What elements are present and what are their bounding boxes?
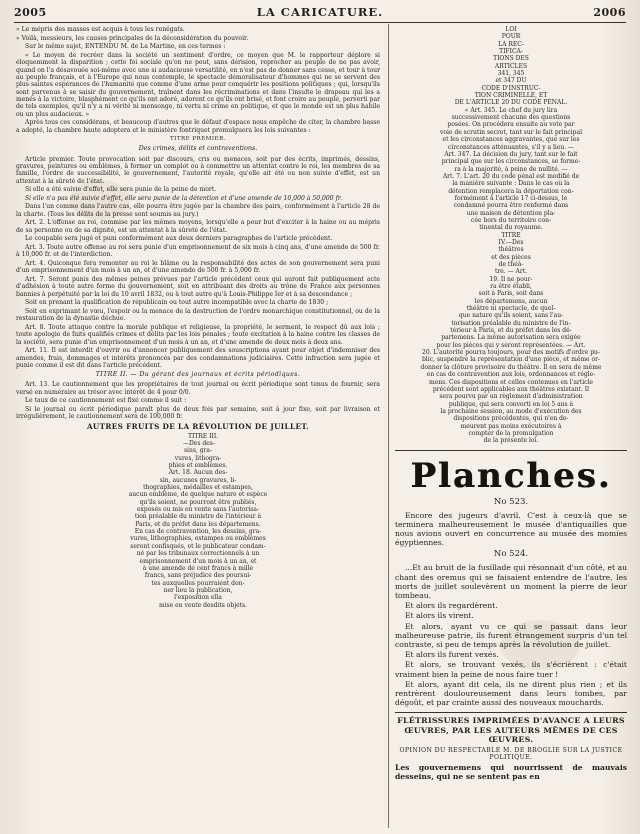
shaped-text-line: torisation préalable du ministre de l'in- (451, 319, 571, 327)
shaped-text-line: TIFICA- (499, 48, 523, 56)
shaped-text-line: mise en vente desdits objets. (159, 601, 248, 609)
plate-description: Et alors ils regardèrent. (405, 601, 498, 611)
article: Le coupable sera jugé et puni conformément aux deux derniers paragraphes de l'article précédent. (16, 235, 380, 242)
article: Article premier. Toute provocation soit par discours, cris ou menaces, soit par des écrits, imprimés, dessins, gravures, peintures ou emblèmes, à former un complot ou à commettre un attentat contre le roi, les membres de sa famille, l'ordre de successibilité, le gouvernement, l'autorité royale, qu'elle ait été ou non suivie d'effet, est un attentat à la sûreté de l'état. (16, 155, 380, 185)
article: Art. 3. Toute autre offense au roi sera punie d'un emprisonnement de six mois à cinq ans, d'une amende de 500 fr. à 10,000 fr. et de l'interdiction. (16, 244, 380, 259)
shaped-text-line: meurent pas moins exécutoires à (460, 422, 562, 430)
right-column (395, 26, 627, 828)
left-column (16, 26, 380, 828)
plate-description: Et alors, ayant dit cela, ils ne dirent plus rien ; et ils rentrèrent douloureusement dans leurs tombes, par dégoût, et par crainte aussi des nouveaux mouchards. (395, 679, 627, 708)
shaped-text-line: mens. Ces dispositions et celles contenues en l'article (429, 378, 593, 386)
shaped-text-line: LOI (505, 26, 517, 33)
shaped-text-line: 19. Il ne pour- (489, 275, 533, 283)
article: Art. 11. Il est interdit d'ouvrir ou d'annoncer publiquement des souscriptions ayant pour objet d'indemniser des amendes, frais, dommages et intérêts prononcés par des condamnations judiciaires. Cette infraction sera jugée et punie comme il est dit dans l'article précédent. (16, 347, 380, 369)
shaped-text-line: LA REC- (498, 40, 524, 48)
page-number-left: 2005 (14, 5, 47, 19)
shaped-text-line: sin, aucunes gravures, li- (159, 476, 237, 484)
pear-shaped-text-block (16, 433, 380, 609)
article: Art. 8. Toute attaque contre la morale publique et religieuse, la propriété, le serment, le respect dû aux lois ; toute apologie de faits qualifiés crimes et délits par les lois pénales ; toute excitation à la haine contre les classes de la société, sera punie d'un emprisonnement d'un mois à un an, et d'une amende de deux mois à deux ans. (16, 323, 380, 346)
shaped-text-line: posées. On procédera ensuite au vote par (447, 121, 575, 129)
shaped-text-line: phies et emblèmes. (168, 462, 228, 470)
shaped-text-line: seront confisqués, et le publicateur condam- (130, 542, 266, 550)
shaped-text-line: et des pièces (491, 253, 531, 261)
paragraph: Après tous ces considérans, et beaucoup d'autres que le défaut d'espace nous empêche de citer, la chambre basse a adopté, la chambre haute adoptera et le ministère fontriquet promulguera les lois suivantes : (16, 119, 380, 134)
shaped-text-line: l'exposition ella (174, 594, 222, 602)
shaped-text-line: circonstances atténuantes, s'il y a lieu. — (447, 143, 575, 151)
section-heading (16, 423, 380, 431)
shaped-text-line: TIONS DES (493, 55, 529, 63)
shaped-text-line: précédent sont applicables aux théâtres existant. Il (432, 385, 590, 393)
shaped-text-line: de la présente loi. (483, 437, 539, 445)
shaped-text-line: blic, suspendre la représentation d'une pièce, et même or- (421, 356, 601, 364)
shaped-text-line: 20. L'autorité pourra toujours, pour des motifs d'ordre pu- (422, 349, 600, 357)
page-number-right: 2006 (593, 5, 626, 19)
shaped-text-line: soit à Paris, soit dans (478, 290, 544, 298)
shaped-text-line: voie de scrutin secret, tant sur le fait principal (440, 128, 582, 136)
planches-heading: Planches. (410, 455, 612, 496)
plate-number: No 523. (493, 496, 529, 507)
article: Si elle a été suivie d'effet, elle sera punie de la peine de mort. (16, 186, 380, 193)
shaped-text-line: principal que sur les circonstances, se forme- (441, 158, 581, 166)
shaped-text-line: et 347 DU (495, 77, 527, 85)
article: Si elle n'a pas été suivie d'effet, elle sera punie de la détention et d'une amende de 10,000 à 50,000 fr. (16, 195, 380, 202)
shaped-text-line: 341, 345 (497, 70, 525, 78)
shaped-text-line: CODE D'INSTRUC- (481, 84, 541, 92)
shaped-text-line: tes auxquelles pourraient don- (151, 579, 245, 587)
shaped-text-line: condamné pourra être renfermé dans (453, 202, 569, 210)
plate-description: Et alors, se trouvant vexés, ils s'écrièrent : c'était vraiment bien la peine de nous faire tuer ! (395, 660, 627, 679)
shaped-text-line: Art. 18. Aucun des- (168, 469, 228, 477)
fruits-heading: AUTRES FRUITS DE LA RÉVOLUTION DE JUILLET. (86, 421, 310, 431)
shaped-text-line: la prochaine session, au mode d'exécution des (440, 407, 582, 415)
opinion-heading: OPINION DU RESPECTABLE M. DE BROGLIE SUR LA JUSTICE POLITIQUE. (399, 746, 623, 761)
article: Art. 4. Quiconque fera remonter au roi le blâme ou la responsabilité des actes de son gouvernement sera puni d'un emprisonnement d'un mois à un an, et d'une amende de 500 fr. à 5,000 fr. (16, 260, 380, 275)
article: Dans l'un comme dans l'autre cas, elle pourra être jugée par la chambre des pairs, conformément à l'article 28 de la charte. (Tous les délits de la presse sont soumis au jury.) (16, 203, 380, 218)
paragraph: Les gouvernemens qui nourrissent de mauvais desseins, qui ne se sentent pas en (395, 762, 627, 782)
fletrissures-heading: FLÉTRISSURES IMPRIMÉES D'AVANCE A LEURS ŒUVRES, PAR LES AUTEURS MÊMES DE CES ŒUVRES. (397, 716, 625, 745)
shaped-text-line: qu'ils soient, ne pourront être publiés, (139, 498, 257, 506)
shaped-text-line: TION CRIMINELLE, ET (474, 92, 548, 100)
shaped-text-line: emprisonnement d'un mois à un an, et (139, 557, 257, 565)
shaped-text-line: POUR (501, 33, 521, 41)
shaped-text-line: né par les tribunaux correctionnels à un (136, 550, 260, 558)
article: Art. 13. Le cautionnement que les propriétaires de tout journal ou écrit périodique sont tenus de fournir, sera versé en numéraire au trésor avec intérêt de 4 pour 0/0. (16, 381, 380, 396)
shaped-text-line: que nature qu'ils soient, sans l'au- (458, 312, 564, 320)
plate-description: Encore des jugeurs d'avril. C'est à ceux-là que se terminera malheureusement le musée d'antiquailles que nous avions ouvert en concurrence au musée des momies égyptiennes. (395, 510, 627, 548)
shaped-text-line: de théâ- (498, 261, 524, 268)
article: Le taux de ce cautionnement est fixé comme il suit : (16, 397, 380, 404)
article: Si le journal ou écrit périodique paraît plus de deux fois par semaine, soit à jour fixe, soit par livraison et irrégulièrement, le cautionnement sera de 100,000 fr. (16, 405, 380, 421)
article: Art. 7. Seront punis des mêmes peines prévues par l'article précédent ceux qui auront fait publiquement acte d'adhésion à toute autre forme du gouvernement, soit en attribuant des droits au trône de France aux personnes bannies à perpétuité par la loi du 10 avril 1832, ou à tout autre qu'à Louis-Philippe Ier et à sa descendance ; (16, 276, 380, 298)
plate-number: No 524. (493, 549, 529, 560)
shaped-text-line: —Des des- (183, 440, 215, 447)
shaped-text-line: en cas de contravention aux lois, ordonnances et régle- (426, 371, 596, 379)
shaped-text-line: En cas de contravention, les dessins, gra- (134, 528, 262, 536)
paragraph: « Le moyen de recréer dans la société un sentiment d'ordre, ce moyen que M. le rapporteur déplore si éloquemment la disparition ; cette foi sociale qu'on ne peut, sans dérision, reprocher au peuple de ne pas avoir, quand on l'a désavouée soi-même avec une si audacieuse versatilité, en n'est pas de donner sans cesse, et tour à tour au peuple français, et à l'Europe qui nous contemple, le spectacle démoralisateur d'hommes qui ne se servent des plus saintes espérances de l'humanité que comme d'une arme pour conquérir les positions politiques ; qui, lorsqu'ils sont parvenus à se saisir du gouvernement, traînent dans les récriminations et dans l'insulte le drapeau qui les a menés à la victoire, blasphèment ce qu'ils ont adoré, adorent ce qu'ils ont brisé, et font croire au peuple, perverti par de tels exemples, qu'il n'y a ni vérité ni mensonge, ni vertu ni crime en politique, et que le monde est un plus habile ou un plus audacieux. » (16, 51, 380, 118)
article: Soit en exprimant le vœu, l'espoir ou la menace de la destruction de l'ordre monarchique constitutionnel, ou de la restauration de la dynastie déchue. (16, 308, 380, 323)
shaped-text-line: successivement chacune des questions (451, 114, 571, 122)
shaped-text-line: donner la clôture provisoire du théâtre. Il en sera de même (420, 363, 602, 371)
plate-description: Et alors ils virent. (405, 611, 474, 621)
shaped-text-line: compter de la promulgation (468, 429, 554, 437)
section-heading: TITRE PREMIER. (170, 136, 226, 142)
shaped-text-line: ra être établi, (490, 283, 532, 291)
shaped-text-line: les départemens, aucun (474, 297, 548, 305)
shaped-text-line: tre. — Art. (494, 268, 528, 276)
paragraph: Sur le même sujet, ENTENDU M. de La Martine, en ces termes : (16, 43, 380, 50)
shaped-text-line: ner lieu la publication, (163, 586, 233, 594)
shaped-text-line: Paris, et du préfet dans les départemens. (135, 520, 261, 528)
shaped-text-line: à une amende de cent francs à mille (142, 564, 254, 572)
shaped-text-line: TITRE (501, 231, 521, 239)
section-subheading: Des crimes, délits et contraventions. (138, 144, 258, 152)
shaped-text-line: publique, qui sera converti en loi 5 ans à (448, 400, 574, 408)
divider (395, 712, 627, 713)
shaped-text-line: vures, lithographies, estampes ou emblèmes (130, 535, 266, 543)
shaped-text-line: aucun emblème, de quelque nature et espèce (128, 491, 268, 499)
page-header (14, 3, 626, 21)
shaped-text-line: francs, sans préjudice des poursui- (144, 572, 252, 580)
shaped-text-line: détention remplacera la déportation con- (448, 187, 574, 195)
newspaper-title: LA CARICATURE. (256, 5, 384, 19)
shaped-text-line: vures, lithogra- (174, 454, 222, 462)
article: Art. 2. L'offense au roi, commise par les mêmes moyens, lorsqu'elle a pour but d'exciter à la haine ou au mépris de sa personne ou de sa dignité, est un attentat à la sûreté de l'état. (16, 219, 380, 234)
shaped-text-line: dispositions précédentes, qui n'en de- (453, 415, 569, 423)
shaped-text-line: « Art. 345. Le chef du jury lira (464, 106, 558, 114)
shaped-text-line: théâtre ni spectacle, de quel- (466, 305, 556, 313)
shaped-text-line: théâtres (498, 246, 524, 254)
shaped-text-line: IV.—Des (498, 238, 524, 246)
shaped-text-line: TITRE III. (188, 432, 219, 440)
shaped-text-line: une maison de détention pla- (466, 209, 556, 217)
shaped-text-line: formément à l'article 17 ci-dessus, le (454, 194, 568, 202)
shaped-text-line: ARTICLES (494, 62, 528, 70)
shaped-text-line: thographies, médailles et estampes, (143, 484, 253, 492)
paragraph: « Voilà, messieurs, les causes principales de la déconsidération du pouvoir. (16, 35, 380, 42)
article: Soit en prenant la qualification de républicain ou tout autre incompatible avec la charte de 1830 ; (16, 299, 380, 306)
plate-description: Et alors, ayant vu ce qui se passait dans leur malheureuse patrie, ils furent étrangement surpris d'un tel contraste, si peu de temps après la révolution de juillet. (395, 621, 627, 650)
plate-description: ...Et au bruit de la fusillade qui résonnait d'un côté, et au chant des oremus qui se faisaient entendre de l'autre, les morts de juillet soulevèrent un moment la pierre de leur tombeau. (395, 563, 627, 601)
shaped-text-line: DE L'ARTICLE 20 DU CODE PÉNAL. (454, 99, 568, 107)
shaped-text-line: tion préalable du ministre de l'intérieur à (134, 513, 262, 521)
paragraph: « Le mépris des masses est acquis à tous les renégats. (16, 26, 380, 33)
vase-shaped-text-block (395, 26, 627, 445)
shaped-text-line: ra à la majorité, à peine de nullité. — (454, 165, 568, 173)
shaped-text-line: tinental du royaume. (479, 224, 543, 232)
shaped-text-line: cée hors du territoire con- (470, 216, 552, 224)
shaped-text-line: la manière suivante : Dans le cas où la (452, 180, 570, 188)
shaped-text-line: Art. 7. L'art. 20 du code pénal est modifié de (442, 172, 580, 180)
shaped-text-line: partemens. La même autorisation sera exigée (441, 334, 581, 342)
header-rule (14, 22, 626, 23)
shaped-text-line: pour les pièces qui y seront représentées. — Art. (436, 341, 586, 349)
shaped-text-line: sera pourvu par un règlement d'administration (439, 393, 583, 401)
shaped-text-line: exposés ou mis en vente sans l'autorisa- (137, 506, 259, 514)
column-separator (388, 24, 389, 828)
divider (395, 450, 627, 451)
shaped-text-line: et les circonstances aggravantes, que sur les (442, 136, 580, 144)
plate-description: Et alors ils furent vexés. (405, 650, 499, 660)
shaped-text-line: Art. 347. La décision du jury, tant sur le fait (444, 150, 578, 158)
shaped-text-line: térieur à Paris, et du préfet dans les dé- (450, 327, 572, 335)
shaped-text-line: sins, gra- (183, 447, 213, 455)
section-heading: TITRE II. — Du gérant des journaux et écrits périodiques. (95, 371, 301, 379)
